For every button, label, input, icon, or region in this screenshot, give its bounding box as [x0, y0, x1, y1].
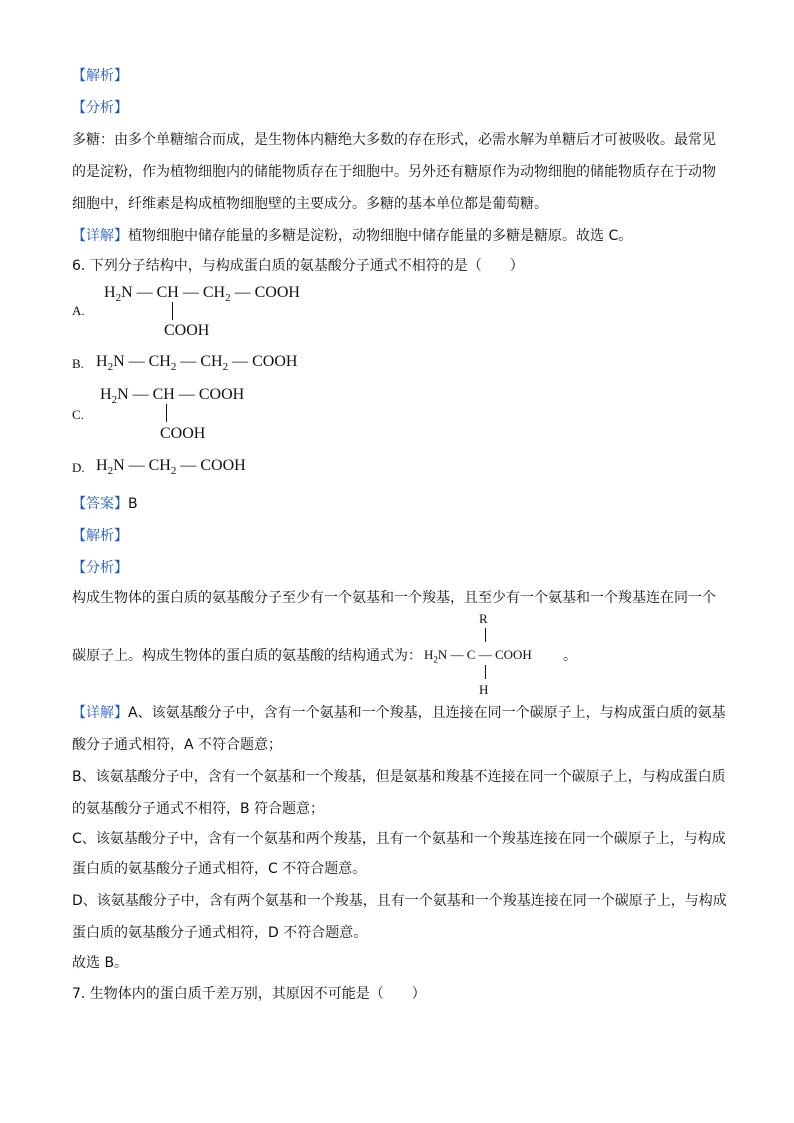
option-a-branch: COOH — [164, 322, 210, 339]
formula-h-group: H — [479, 682, 489, 697]
conclusion: 故选 B。 — [72, 955, 129, 971]
analysis-heading: 【解析】 — [72, 528, 128, 544]
detail-line: 蛋白质的氨基酸分子通式相符，D 不符合题意。 — [72, 925, 368, 941]
formula-r-group: R — [479, 611, 488, 626]
detail-line: D、该氨基酸分子中，含有两个氨基和一个羧基，且有一个氨基和一个羧基连接在同一个碳原子上，与构成 — [72, 893, 727, 909]
paragraph-line: 构成生物体的蛋白质的氨基酸分子至少有一个氨基和一个羧基，且至少有一个氨基和一个羧基连在同一个 — [72, 590, 716, 606]
option-b-label: B. — [72, 356, 84, 371]
formula-period: 。 — [563, 648, 577, 664]
detail-text: A、该氨基酸分子中，含有一个氨基和一个羧基，且连接在同一个碳原子上，与构成蛋白质的氨基 — [128, 705, 726, 721]
paragraph-line: 多糖：由多个单糖缩合而成，是生物体内糖绝大多数的存在形式，必需水解为单糖后才可被吸收。最常见 — [72, 132, 716, 148]
option-b-formula: $H_2N$ — $CH_2$ — $CH_2$ — COOH — [96, 353, 298, 374]
paragraph-line: 的是淀粉，作为植物细胞内的储能物质存在于细胞中。另外还有糖原作为动物细胞的储能物质存在于动物 — [72, 164, 716, 180]
detail-line: 酸分子通式相符，A 不符合题意； — [72, 737, 283, 753]
paragraph-line: 碳原子上。构成生物体的蛋白质的氨基酸的结构通式为： — [72, 648, 422, 664]
question-6: 6. 下列分子结构中，与构成蛋白质的氨基酸分子通式不相符的是（ ） — [72, 258, 524, 274]
option-c-formula: $H_2N$ — CH — COOH — [100, 386, 245, 407]
detail-line: 的氨基酸分子通式不相符，B 符合题意； — [72, 801, 325, 817]
answer-value: B — [128, 496, 138, 512]
bond-line — [166, 404, 167, 422]
option-a-label: A. — [72, 303, 85, 318]
detail-tag: 【详解】 — [72, 228, 128, 244]
bond-line — [485, 628, 486, 642]
detail-tag: 【详解】 — [72, 705, 128, 721]
question-7: 7. 生物体内的蛋白质千差万别，其原因不可能是（ ） — [72, 986, 426, 1002]
answer-tag: 【答案】 — [72, 496, 128, 512]
option-a-formula: $H_2N$ — CH — $CH_2$ — COOH — [104, 284, 300, 305]
analysis-sub-heading: 【分析】 — [72, 560, 128, 576]
detail-line: B、该氨基酸分子中，含有一个氨基和一个羧基，但是氨基和羧基不连接在同一个碳原子上，与构成蛋白质 — [72, 769, 726, 785]
detail-text: 植物细胞中储存能量的多糖是淀粉，动物细胞中储存能量的多糖是糖原。故选 C。 — [128, 228, 633, 244]
analysis-heading: 【解析】 — [72, 68, 128, 84]
option-d-label: D. — [72, 460, 85, 475]
option-c-label: C. — [72, 407, 84, 422]
paragraph-line: 细胞中，纤维素是构成植物细胞壁的主要成分。多糖的基本单位都是葡萄糖。 — [72, 196, 548, 212]
detail-line — [72, 226, 632, 246]
detail-line: 蛋白质的氨基酸分子通式相符，C 不符合题意。 — [72, 861, 367, 877]
bond-line — [485, 665, 486, 679]
analysis-sub-heading: 【分析】 — [72, 100, 128, 116]
detail-line: C、该氨基酸分子中，含有一个氨基和两个羧基，且有一个氨基和一个羧基连接在同一个碳原子上，与构成 — [72, 831, 726, 847]
option-d-formula: $H_2N$ — $CH_2$ — COOH — [96, 457, 246, 478]
option-c-branch: COOH — [160, 425, 206, 442]
bond-line — [172, 302, 173, 320]
answer-line — [72, 494, 138, 514]
detail-line — [72, 703, 726, 723]
general-formula: $H_2N$ — C — COOH — [424, 647, 532, 665]
